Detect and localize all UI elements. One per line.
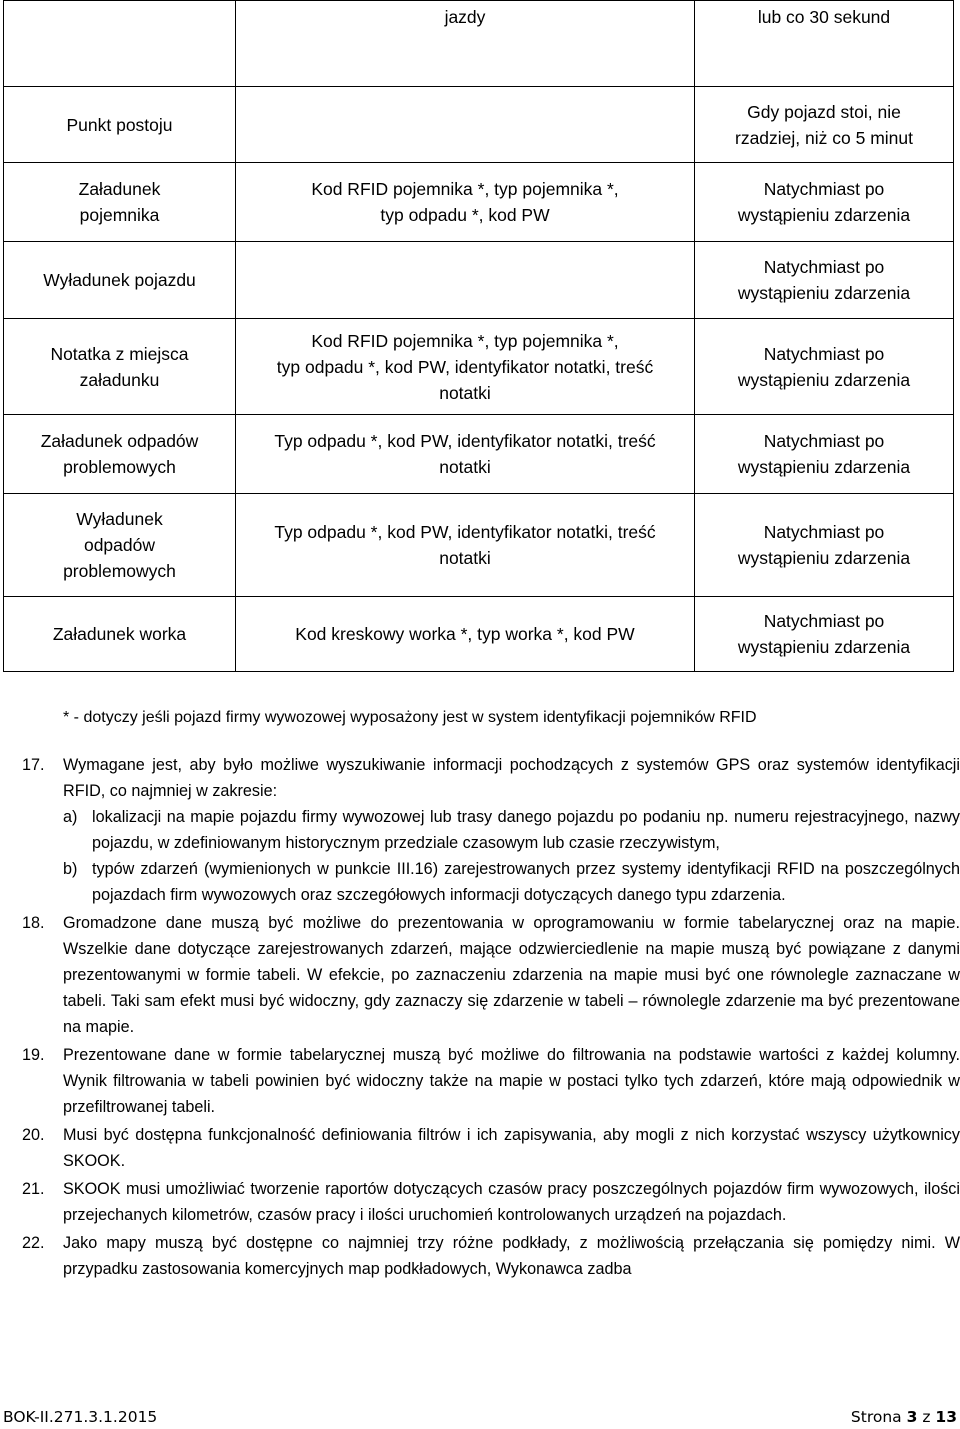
sub-item-label: b) bbox=[63, 860, 78, 878]
sub-item bbox=[63, 856, 960, 908]
event-cell: Załadunek worka bbox=[4, 597, 236, 672]
event-cell: Wyładunek odpadów problemowych bbox=[4, 494, 236, 597]
item-text: Jako mapy muszą być dostępne co najmniej trzy różne podkłady, z możliwością przełączania się pomiędzy nimi. W przypadku zastosowania komercyjnych map podkładowych, Wykonawca zadba bbox=[63, 1234, 960, 1278]
sub-item bbox=[63, 804, 960, 856]
data-cell: jazdy bbox=[236, 1, 695, 87]
data-cell: Typ odpadu *, kod PW, identyfikator notatki, treść notatki bbox=[236, 415, 695, 494]
sub-item-text: lokalizacji na mapie pojazdu firmy wywozowej lub trasy danego pojazdu po podaniu np. numeru rejestracyjnego, nazwy pojazdu, w zdefiniowanym historycznym przedziale czasowym lub czasie rzeczywistym, bbox=[92, 808, 960, 852]
data-cell: Kod RFID pojemnika *, typ pojemnika *, typ odpadu *, kod PW bbox=[236, 163, 695, 242]
frequency-cell: Gdy pojazd stoi, nie rzadziej, niż co 5 minut bbox=[695, 87, 954, 163]
requirements-list bbox=[22, 752, 960, 1284]
list-item bbox=[22, 1042, 960, 1120]
events-table bbox=[3, 0, 954, 672]
data-cell bbox=[236, 242, 695, 319]
rfid-footnote: * - dotyczy jeśli pojazd firmy wywozowej wyposażony jest w system identyfikacji pojemników RFID bbox=[63, 709, 757, 726]
item-text: SKOOK musi umożliwiać tworzenie raportów dotyczących czasów pracy poszczególnych pojazdów firm wywozowych, ilości przejechanych kilometrów, czasów pracy i ilości uruchomień kontrolowanych urządzeń na pojazdach. bbox=[63, 1180, 960, 1224]
frequency-cell: Natychmiast po wystąpieniu zdarzenia bbox=[695, 415, 954, 494]
document-reference: BOK-II.271.3.1.2015 bbox=[3, 1408, 158, 1426]
frequency-cell: lub co 30 sekund bbox=[695, 1, 954, 87]
data-cell: Typ odpadu *, kod PW, identyfikator notatki, treść notatki bbox=[236, 494, 695, 597]
list-item bbox=[22, 1176, 960, 1228]
event-cell: Wyładunek pojazdu bbox=[4, 242, 236, 319]
page-current: 3 bbox=[906, 1408, 918, 1426]
item-number: 21. bbox=[22, 1180, 45, 1198]
item-number: 17. bbox=[22, 756, 45, 774]
list-item bbox=[22, 1230, 960, 1282]
item-text: Wymagane jest, aby było możliwe wyszukiwanie informacji pochodzących z systemów GPS oraz systemów identyfikacji RFID, co najmniej w zakresie: bbox=[63, 756, 960, 800]
page-separator: z bbox=[922, 1408, 931, 1426]
item-number: 19. bbox=[22, 1046, 45, 1064]
event-cell bbox=[4, 1, 236, 87]
item-text: Prezentowane dane w formie tabelarycznej muszą być możliwe do filtrowania na podstawie wartości z każdej kolumny. Wynik filtrowania w tabeli powinien być widoczny także na mapie w postaci tylko tych zdarzeń, które mają odpowiednik w przefiltrowanej tabeli. bbox=[63, 1046, 960, 1116]
table-row bbox=[4, 87, 954, 163]
frequency-cell: Natychmiast po wystąpieniu zdarzenia bbox=[695, 163, 954, 242]
table-row bbox=[4, 163, 954, 242]
table-row bbox=[4, 597, 954, 672]
frequency-cell: Natychmiast po wystąpieniu zdarzenia bbox=[695, 597, 954, 672]
sub-item-text: typów zdarzeń (wymienionych w punkcie III.16) zarejestrowanych przez systemy identyfikacji RFID na poszczególnych pojazdach firm wywozowych oraz szczegółowych informacji dotyczących danego typu zdarzenia. bbox=[92, 860, 960, 904]
page-footer bbox=[3, 1404, 960, 1429]
table-row bbox=[4, 242, 954, 319]
item-number: 18. bbox=[22, 914, 45, 932]
list-item bbox=[22, 752, 960, 908]
item-number: 20. bbox=[22, 1126, 45, 1144]
page-total: 13 bbox=[935, 1408, 957, 1426]
item-number: 22. bbox=[22, 1234, 45, 1252]
event-cell: Załadunek pojemnika bbox=[4, 163, 236, 242]
event-cell: Punkt postoju bbox=[4, 87, 236, 163]
sub-item-label: a) bbox=[63, 808, 78, 826]
page-number bbox=[851, 1408, 957, 1426]
table-row bbox=[4, 415, 954, 494]
frequency-cell: Natychmiast po wystąpieniu zdarzenia bbox=[695, 319, 954, 415]
event-cell: Załadunek odpadów problemowych bbox=[4, 415, 236, 494]
item-body bbox=[63, 752, 960, 908]
item-text: Musi być dostępna funkcjonalność definiowania filtrów i ich zapisywania, aby mogli z nich korzystać wszyscy użytkownicy SKOOK. bbox=[63, 1126, 960, 1170]
frequency-cell: Natychmiast po wystąpieniu zdarzenia bbox=[695, 242, 954, 319]
data-cell: Kod kreskowy worka *, typ worka *, kod PW bbox=[236, 597, 695, 672]
frequency-cell: Natychmiast po wystąpieniu zdarzenia bbox=[695, 494, 954, 597]
item-text: Gromadzone dane muszą być możliwe do prezentowania w oprogramowaniu w formie tabelarycznej oraz na mapie. Wszelkie dane dotyczące zarejestrowanych zdarzeń, mające odzwierciedlenie na mapie muszą być powiązane z danymi prezentowanymi w formie tabeli. W efekcie, po zaznaczeniu zdarzenia na mapie musi być one równolegle zaznaczane w tabeli. Taki sam efekt musi być widoczny, gdy zaznaczy się zdarzenie w tabeli – równolegle zdarzenie ma być prezentowane na mapie. bbox=[63, 914, 960, 1036]
event-cell: Notatka z miejsca załadunku bbox=[4, 319, 236, 415]
page-word: Strona bbox=[850, 1408, 902, 1426]
data-cell bbox=[236, 87, 695, 163]
list-item bbox=[22, 1122, 960, 1174]
table-row bbox=[4, 494, 954, 597]
table-row bbox=[4, 1, 954, 87]
table-row bbox=[4, 319, 954, 415]
data-cell: Kod RFID pojemnika *, typ pojemnika *, typ odpadu *, kod PW, identyfikator notatki, treść notatki bbox=[236, 319, 695, 415]
list-item bbox=[22, 910, 960, 1040]
